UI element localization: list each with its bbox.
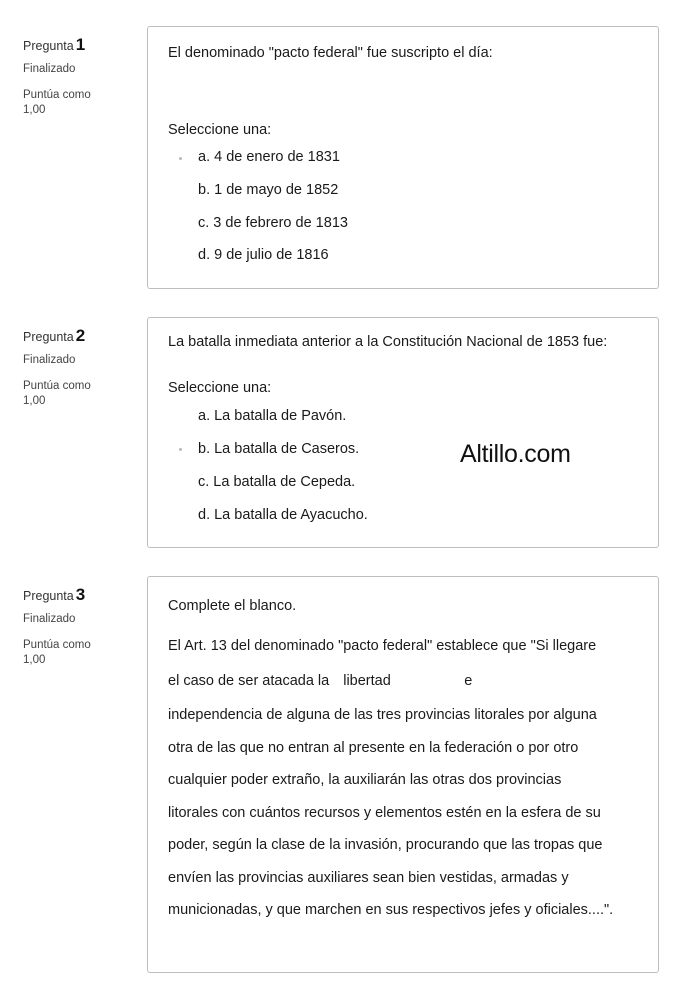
question-info xyxy=(23,327,133,410)
paragraph-line: el caso de ser atacada la libertad e xyxy=(168,665,646,698)
cloze-paragraph xyxy=(168,630,646,927)
question-grade: Puntúa como 1,00 xyxy=(23,89,91,116)
question-grade: Puntúa como 1,00 xyxy=(23,380,91,407)
question-state: Finalizado xyxy=(23,354,76,366)
question-number: Pregunta 3 xyxy=(23,585,86,604)
paragraph-line: litorales con cuántos recursos y elementos estén en la esfera de su xyxy=(168,804,601,821)
question-number: Pregunta 2 xyxy=(23,326,86,345)
paragraph-line: otra de las que no entran al presente en la federación o por otro xyxy=(168,739,579,756)
question-info xyxy=(23,586,133,669)
question-content xyxy=(147,576,659,973)
question-content xyxy=(147,26,659,289)
question-text: Complete el blanco. xyxy=(168,598,297,614)
question-content xyxy=(147,317,659,548)
question-grade: Puntúa como 1,00 xyxy=(23,639,91,666)
question-number: Pregunta 1 xyxy=(23,35,86,54)
answer-option-a[interactable]: a. La batalla de Pavón. xyxy=(198,408,347,424)
paragraph-line: cualquier poder extraño, la auxiliarán las otras dos provincias xyxy=(168,772,562,788)
answer-option-b[interactable]: b. La batalla de Caseros. xyxy=(198,441,360,457)
answer-option-c[interactable]: c. La batalla de Cepeda. xyxy=(198,474,356,490)
paragraph-line: El Art. 13 del denominado "pacto federal" establece que "Si llegare xyxy=(168,638,597,654)
question-state: Finalizado xyxy=(23,613,76,625)
selected-marker-icon xyxy=(179,157,182,160)
answer-option-a[interactable]: a. 4 de enero de 1831 xyxy=(198,149,340,165)
answer-prompt: Seleccione una: xyxy=(168,380,272,396)
answer-option-c[interactable]: c. 3 de febrero de 1813 xyxy=(198,215,348,231)
paragraph-line: independencia de alguna de las tres provincias litorales por alguna xyxy=(168,707,597,723)
question-text: La batalla inmediata anterior a la Constitución Nacional de 1853 fue: xyxy=(168,334,608,350)
question-state: Finalizado xyxy=(23,63,76,75)
paragraph-line: municionadas, y que marchen en sus respectivos jefes y oficiales....". xyxy=(168,902,614,918)
answer-option-d[interactable]: d. 9 de julio de 1816 xyxy=(198,247,329,263)
answer-option-d[interactable]: d. La batalla de Ayacucho. xyxy=(198,507,368,523)
paragraph-line: envíen las provincias auxiliares sean bien vestidas, armadas y xyxy=(168,869,569,886)
selected-marker-icon xyxy=(179,448,182,451)
question-text: El denominado "pacto federal" fue suscripto el día: xyxy=(168,45,493,61)
paragraph-line: poder, según la clase de la invasión, procurando que las tropas que xyxy=(168,837,603,853)
answer-option-b[interactable]: b. 1 de mayo de 1852 xyxy=(198,182,339,198)
answer-prompt: Seleccione una: xyxy=(168,122,272,138)
question-info xyxy=(23,36,133,119)
cloze-answer-field[interactable]: libertad xyxy=(343,672,391,689)
watermark-text: Altillo.com xyxy=(460,440,571,468)
